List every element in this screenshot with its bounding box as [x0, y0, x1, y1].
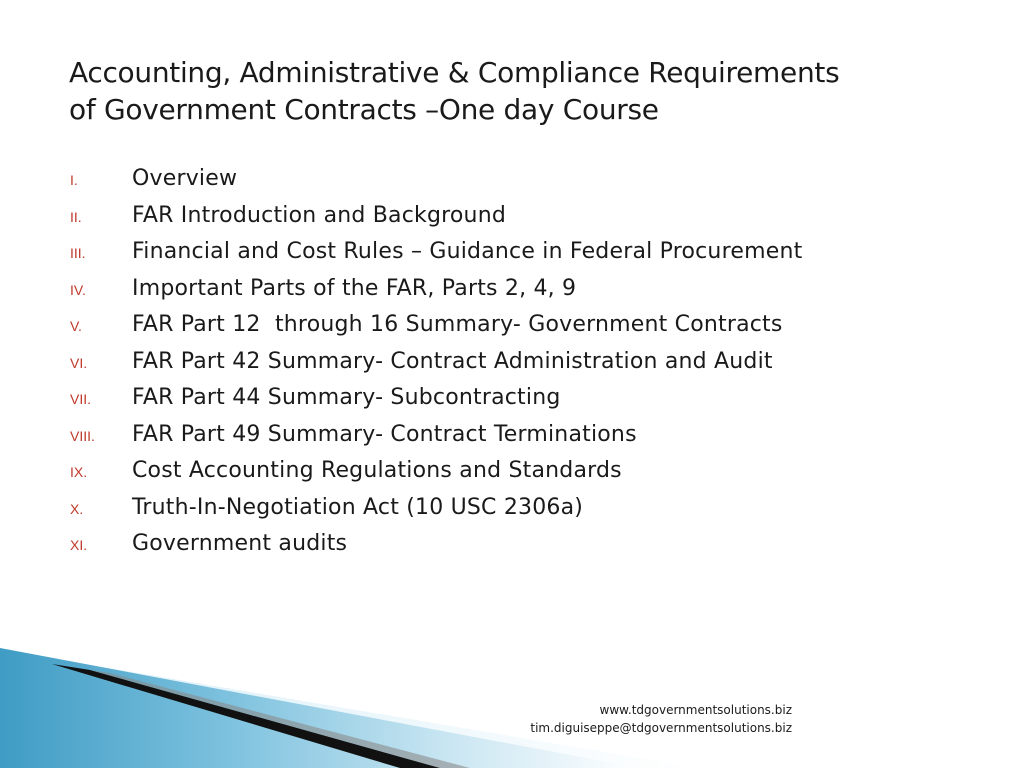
agenda-numeral: III.	[70, 245, 86, 261]
agenda-text: Overview	[132, 166, 238, 191]
slide-title	[69, 54, 969, 128]
agenda-text: Financial and Cost Rules – Guidance in Federal Procurement	[132, 239, 803, 264]
agenda-item	[70, 312, 970, 349]
agenda-numeral: VIII.	[70, 427, 95, 444]
agenda-numeral: VI.	[70, 354, 88, 371]
agenda-text: Important Parts of the FAR, Parts 2, 4, 9	[132, 275, 577, 301]
agenda-numeral: XI.	[70, 537, 88, 553]
agenda-item	[70, 349, 970, 386]
agenda-item	[70, 531, 970, 568]
footer-email: tim.diguiseppe@tdgovernmentsolutions.biz	[530, 721, 792, 735]
agenda-numeral: X.	[70, 500, 84, 517]
agenda-text: FAR Part 44 Summary- Subcontracting	[132, 385, 561, 410]
agenda-numeral: I.	[70, 172, 78, 188]
agenda-item	[70, 276, 970, 313]
footer-website: www.tdgovernmentsolutions.biz	[599, 703, 792, 717]
agenda-item	[70, 166, 970, 203]
agenda-text: FAR Part 49 Summary- Contract Terminations	[132, 421, 637, 447]
agenda-item	[70, 385, 970, 422]
agenda-text: Cost Accounting Regulations and Standards	[132, 458, 622, 483]
footer-contact	[492, 701, 792, 737]
title-line-1: Accounting, Administrative & Compliance Requirements	[69, 56, 840, 89]
agenda-text: FAR Part 12 through 16 Summary- Government Contracts	[132, 312, 783, 337]
agenda-item	[70, 495, 970, 532]
title-line-2: of Government Contracts –One day Course	[69, 93, 659, 126]
agenda-item	[70, 239, 970, 276]
agenda-item	[70, 458, 970, 495]
agenda-numeral: V.	[70, 318, 82, 334]
agenda-numeral: IX.	[70, 464, 88, 480]
agenda-text: Truth-In-Negotiation Act (10 USC 2306a)	[132, 494, 584, 520]
agenda-text: FAR Part 42 Summary- Contract Administration and Audit	[132, 348, 773, 374]
agenda-numeral: II.	[70, 208, 82, 225]
agenda-text: Government audits	[132, 531, 348, 556]
agenda-item	[70, 422, 970, 459]
agenda-numeral: IV.	[70, 281, 86, 298]
agenda-text: FAR Introduction and Background	[132, 202, 507, 228]
agenda-list	[70, 166, 970, 568]
agenda-numeral: VII.	[70, 391, 92, 407]
agenda-item	[70, 203, 970, 240]
